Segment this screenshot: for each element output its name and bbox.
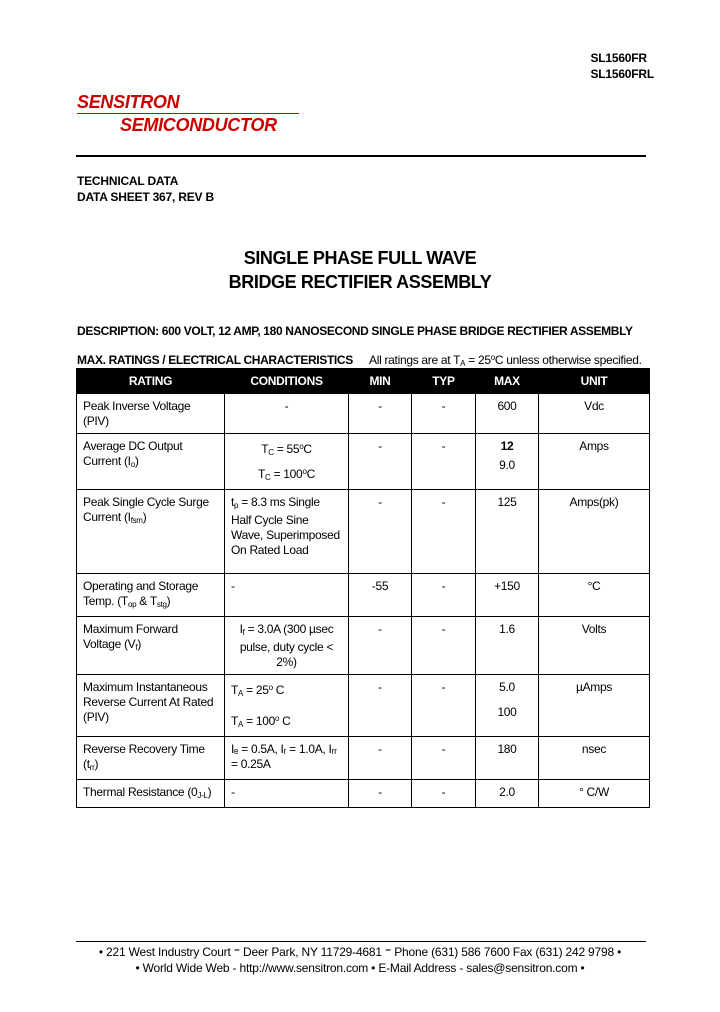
col-max: MAX — [476, 369, 539, 394]
rating-text: Average DC Output Current (I — [83, 439, 183, 468]
ratings-note — [369, 353, 642, 368]
max-value-1: 12 — [500, 439, 514, 453]
rating-cell — [77, 574, 225, 617]
unit-cell: °C — [539, 574, 650, 617]
rating-sub2: stg — [156, 600, 167, 609]
cond-suf: C — [272, 683, 285, 697]
conditions-cell: Iₑ = 0.5A, Iᵣ = 1.0A, Iᵣᵣ = 0.25A — [225, 737, 349, 780]
cond-pre: I — [239, 622, 243, 636]
rating-text: Peak Single Cycle Surge Current (I — [83, 495, 209, 524]
table-row — [77, 574, 650, 617]
rating-text: Reverse Recovery Time (t — [83, 742, 205, 771]
footer-address: • 221 West Industry Court ⁼ Deer Park, NY 11729-4681 ⁼ Phone (631) 586 7600 Fax (631) 242 9798 • — [98, 945, 622, 959]
condition-line — [231, 680, 342, 701]
rating-cell — [77, 434, 225, 490]
unit-cell: ° C/W — [539, 780, 650, 808]
rating-text-end: ) — [137, 637, 142, 651]
cond-sub: C — [265, 473, 271, 482]
conditions-cell — [225, 675, 349, 737]
note-sup: o — [490, 353, 495, 362]
max-cell: 2.0 — [476, 780, 539, 808]
max-cell — [476, 675, 539, 737]
max-value-2: 100 — [497, 705, 517, 719]
max-cell: 125 — [476, 490, 539, 574]
company-name-line2: SEMICONDUCTOR — [120, 115, 277, 135]
cond-pre: T — [258, 467, 266, 481]
table-row — [77, 780, 650, 808]
max-cell: +150 — [476, 574, 539, 617]
cond-pre: T — [231, 714, 239, 728]
col-conditions: CONDITIONS — [225, 369, 349, 394]
rating-text-end: ) — [134, 454, 139, 468]
cond-sub: f — [242, 628, 245, 637]
part-number-2: SL1560FRL — [590, 67, 654, 81]
rating-cell — [77, 490, 225, 574]
min-cell: - — [349, 434, 412, 490]
min-cell: -55 — [349, 574, 412, 617]
unit-cell: Amps(pk) — [539, 490, 650, 574]
typ-cell: - — [412, 574, 476, 617]
company-name-line1: SENSITRON — [77, 92, 180, 112]
rating-text: Operating and Storage Temp. (T — [83, 579, 199, 608]
part-number-1: SL1560FR — [590, 51, 647, 65]
cond-val: = 25 — [243, 683, 269, 697]
table-row — [77, 675, 650, 737]
cond-text: = 3.0A (300 µsec pulse, duty cycle < 2%) — [239, 622, 334, 669]
cond-pre: T — [231, 683, 239, 697]
description: DESCRIPTION: 600 VOLT, 12 AMP, 180 NANOSECOND SINGLE PHASE BRIDGE RECTIFIER ASSEMBLY — [77, 324, 633, 338]
max-cell: 600 — [476, 394, 539, 434]
rating-sub: o — [130, 460, 135, 469]
cond-sub: A — [238, 720, 244, 729]
cond-val: = 55 — [273, 442, 300, 456]
rating-text-mid: & T — [136, 594, 157, 608]
ratings-table — [76, 368, 650, 808]
conditions-cell — [225, 490, 349, 574]
table-row — [77, 617, 650, 675]
rating-sub: op — [127, 600, 137, 609]
footer-contact: • World Wide Web - http://www.sensitron.com • E-Mail Address - sales@sensitron.com • — [135, 961, 585, 975]
cond-text: = 8.3 ms Single Half Cycle Sine Wave, Superimposed On Rated Load — [231, 495, 340, 557]
typ-cell: - — [412, 617, 476, 675]
unit-cell: Vdc — [539, 394, 650, 434]
cond-val: = 100 — [270, 467, 303, 481]
table-row — [77, 394, 650, 434]
cond-sub: p — [234, 501, 239, 510]
rating-sub: J-L — [197, 791, 208, 800]
note-suffix: C unless otherwise specified. — [494, 353, 642, 367]
footer-divider — [76, 941, 646, 942]
data-sheet-label: DATA SHEET 367, REV B — [77, 190, 214, 204]
cond-sup: o — [299, 442, 304, 451]
cond-suf: C — [303, 442, 312, 456]
title-line1: SINGLE PHASE FULL WAVE — [243, 248, 477, 268]
min-cell: - — [349, 617, 412, 675]
cond-sup: o — [268, 683, 273, 692]
condition-line — [231, 464, 342, 485]
table-row — [77, 490, 650, 574]
max-cell — [476, 434, 539, 490]
rating-sub: rr — [89, 763, 95, 772]
logo-rule — [77, 113, 299, 114]
min-cell: - — [349, 780, 412, 808]
min-cell: - — [349, 675, 412, 737]
rating-sub: f — [135, 643, 138, 652]
typ-cell: - — [412, 490, 476, 574]
col-unit: UNIT — [539, 369, 650, 394]
rating-text-end: ) — [142, 510, 147, 524]
cond-pre: T — [261, 442, 269, 456]
ratings-heading: MAX. RATINGS / ELECTRICAL CHARACTERISTICS — [77, 353, 353, 367]
document-title — [0, 246, 720, 294]
note-mid: = 25 — [465, 353, 491, 367]
typ-cell: - — [412, 394, 476, 434]
table-row — [77, 434, 650, 490]
header-divider — [76, 155, 646, 157]
rating-cell — [77, 737, 225, 780]
col-rating: RATING — [77, 369, 225, 394]
conditions-cell: - — [225, 394, 349, 434]
rating-text-end: ) — [207, 785, 212, 799]
title-line2: BRIDGE RECTIFIER ASSEMBLY — [228, 272, 492, 292]
rating-sub: fsm — [130, 516, 143, 525]
conditions-cell: - — [225, 574, 349, 617]
cond-sup: o — [302, 467, 307, 476]
cond-pre: t — [231, 495, 235, 509]
typ-cell: - — [412, 737, 476, 780]
min-cell: - — [349, 490, 412, 574]
min-cell: - — [349, 737, 412, 780]
rating-text-end: ) — [94, 757, 99, 771]
cond-sup: o — [274, 714, 280, 723]
technical-data-label: TECHNICAL DATA — [77, 174, 179, 188]
cond-suf: C — [306, 467, 315, 481]
technical-data-block — [77, 173, 214, 205]
rating-text: Thermal Resistance (0 — [83, 785, 198, 799]
rating-cell — [77, 780, 225, 808]
cond-val: = 100 — [243, 714, 275, 728]
typ-cell: - — [412, 675, 476, 737]
table-row — [77, 737, 650, 780]
note-prefix: All ratings are at T — [369, 353, 461, 367]
rating-cell: Peak Inverse Voltage (PIV) — [77, 394, 225, 434]
table-header-row — [77, 369, 650, 394]
unit-cell: Amps — [539, 434, 650, 490]
condition-line — [231, 439, 342, 460]
max-value-2: 9.0 — [499, 458, 515, 472]
rating-cell — [77, 617, 225, 675]
rating-text-end: ) — [166, 594, 171, 608]
col-typ: TYP — [412, 369, 476, 394]
unit-cell: µAmps — [539, 675, 650, 737]
conditions-cell — [225, 617, 349, 675]
condition-line — [231, 711, 342, 732]
max-cell: 180 — [476, 737, 539, 780]
min-cell: - — [349, 394, 412, 434]
conditions-cell — [225, 434, 349, 490]
typ-cell: - — [412, 434, 476, 490]
typ-cell: - — [412, 780, 476, 808]
conditions-cell: - — [225, 780, 349, 808]
cond-suf: C — [279, 714, 291, 728]
max-value-1: 5.0 — [499, 680, 515, 694]
col-min: MIN — [349, 369, 412, 394]
unit-cell: nsec — [539, 737, 650, 780]
unit-cell: Volts — [539, 617, 650, 675]
note-sub: A — [460, 359, 466, 368]
cond-sub: C — [268, 448, 274, 457]
rating-cell: Maximum Instantaneous Reverse Current At Rated (PIV) — [77, 675, 225, 737]
rating-text: Maximum Forward Voltage (V — [83, 622, 178, 651]
part-numbers — [590, 50, 654, 82]
cond-sub: A — [238, 689, 244, 698]
max-cell: 1.6 — [476, 617, 539, 675]
